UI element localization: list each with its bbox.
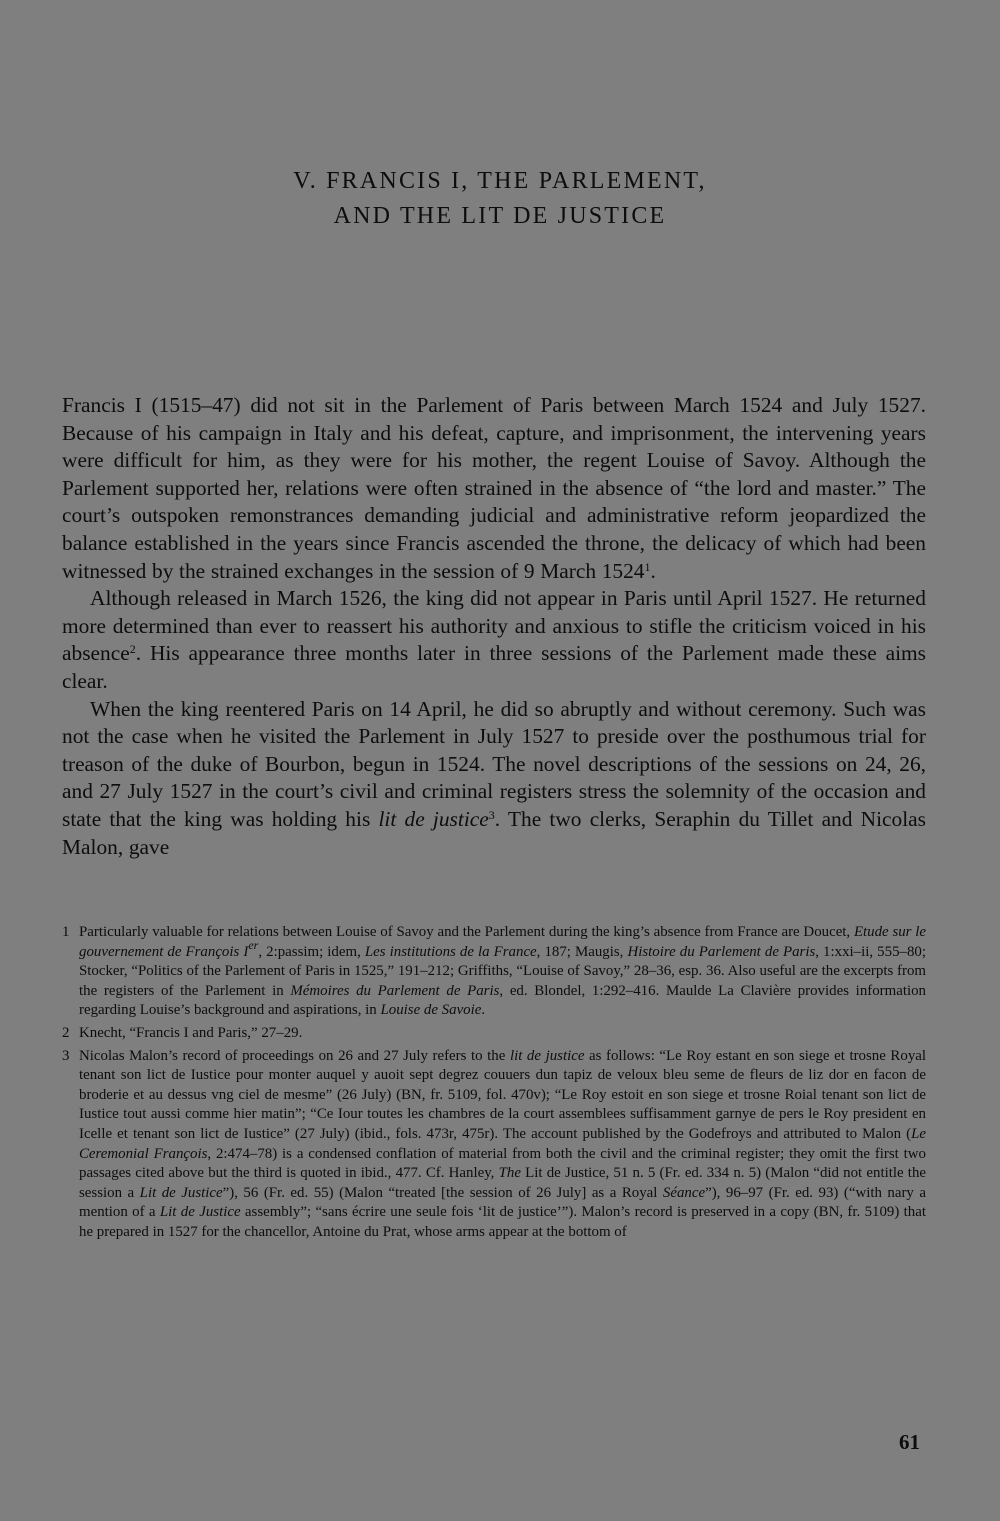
note-reference: 2 [129, 642, 136, 657]
footnote-italic-text: Les institutions de la France [364, 943, 537, 960]
footnote-italic-text: Séance [662, 1184, 706, 1201]
body-text [62, 392, 926, 861]
footnote-number: 1 [62, 924, 70, 940]
footnote-italic-text: Histoire du Parlement de Paris [627, 943, 816, 960]
chapter-title [0, 164, 1000, 234]
footnote-text: , 187; Maugis, [536, 943, 628, 960]
footnote-text: , ed. Blondel, 1:292–416. Maulde La Clavière provides information regarding Louise’s background and aspirations, in [79, 982, 926, 1019]
paragraph-text: Francis I (1515–47) did not sit in the Parlement of Paris between March 1524 and July 1527. Because of his campaign in Italy and his defeat, capture, and imprisonment, the intervening years were difficult for him, as they were for his mother, the regent Louise of Savoy. Although the Parlement supported her, relations were often strained in the absence of “the lord and master.” The court’s outspoken remonstrances demanding judicial and administrative reform jeopardized the balance established in the years since Francis ascended the throne, the delicacy of which had been witnessed by the strained exchanges in the session of 9 March 1524 [62, 393, 926, 583]
footnote [62, 923, 926, 1021]
footnote-text: , 2:passim; idem, [258, 943, 365, 960]
paragraph [62, 392, 926, 585]
footnote-text: ”), 56 (Fr. ed. 55) (Malon “treated [the session of 26 July] as a Royal [222, 1184, 663, 1201]
footnote-text: , 2:474–78) is a condensed conflation of material from both the civil and the criminal register; they omit the first two passages cited above but the third is quoted in ibid., 477. Cf. Hanley, [79, 1145, 926, 1182]
footnote-italic-text: er [248, 937, 259, 952]
footnote-italic-text: The [498, 1165, 521, 1182]
footnote-text: ”), 96–97 (Fr. ed. 93) (“with nary a mention of a [79, 1184, 926, 1221]
note-reference: 3 [488, 807, 495, 822]
footnote-number: 3 [62, 1047, 70, 1064]
footnote-text: assembly”; “sans écrire une seule fois ‘lit de justice’”). Malon’s record is preserved in a copy (BN, fr. 5109) that he prepared in 1527 for the chancellor, Antoine du Prat, whose arms appear at the bottom of [79, 1204, 926, 1240]
footnote-text: as follows: “Le Roy estant en son siege et trosne Royal tenant son lict de Iustice pour monter auquel y auoit sept degrez couuers dun tapiz de veloux bleu seme de fleurs de liz dor en facon de broderie et au dessus vng ciel de mesme” (26 July) (BN, fr. 5109, fol. 470v); “Le Roy estoit en son siege et trosne Roial tenant son lict de Iustice tout aussi comme hier matin”; “Ce Iour toutes les chambres de la court assemblees suffisamment garnye de pers le Roy president en Icelle et tenant son lict de Iustice” (27 July) (ibid., fols. 473r, 475r). The account published by the Godefroys and attributed to Malon ( [79, 1047, 927, 1142]
footnote-italic-text: Le Ceremonial François [79, 1125, 926, 1162]
page-number: 61 [899, 1430, 920, 1454]
footnote [62, 1047, 926, 1243]
paragraph-text: . [650, 558, 656, 583]
chapter-title-line-1: V. FRANCIS I, THE PARLEMENT, [293, 168, 707, 194]
footnote-text: . [481, 1002, 486, 1019]
chapter-title-line-2: AND THE LIT DE JUSTICE [333, 203, 667, 229]
footnote-text: Knecht, “Francis I and Paris,” 27–29. [79, 1024, 303, 1041]
paragraph-text: When the king reentered Paris on 14 April, he did so abruptly and without ceremony. Such was not the case when he visited the Parlement in July 1527 to preside over the posthumous trial for treason of the duke of Bourbon, begun in 1524. The novel descriptions of the sessions on 24, 26, and 27 July 1527 in the court’s civil and criminal registers stress the solemnity of the occasion and state that the king was holding his [62, 696, 926, 831]
footnote-text: Nicolas Malon’s record of proceedings on 26 and 27 July refers to the [79, 1047, 510, 1064]
footnote-italic-text: lit de justice [509, 1047, 585, 1064]
footnote-italic-text: Etude sur le gouvernement de François I [79, 924, 926, 960]
footnote-number: 2 [62, 1024, 70, 1041]
paragraph [62, 585, 926, 695]
footnote-italic-text: Lit de Justice [139, 1184, 223, 1201]
paragraph-text: . His appearance three months later in three sessions of the Parlement made these aims clear. [62, 641, 926, 693]
footnotes [62, 923, 926, 1246]
note-reference: 1 [644, 559, 651, 574]
footnote-text: Particularly valuable for relations between Louise of Savoy and the Parlement during the king’s absence from France are Doucet, [79, 924, 854, 940]
paragraph-text: . The two clerks, Seraphin du Tillet and Nicolas Malon, gave [62, 806, 926, 859]
footnote-text: , 1:xxi–ii, 555–80; Stocker, “Politics of the Parlement of Paris in 1525,” 191–212; Griffiths, “Louise of Savoy,” 28–36, esp. 36. Also useful are the excerpts from the registers of the Parlement in [79, 943, 926, 999]
footnote [62, 1024, 926, 1044]
footnote-italic-text: Louise de Savoie [380, 1002, 482, 1019]
paragraph [62, 696, 926, 862]
paragraph-text: Although released in March 1526, the king did not appear in Paris until April 1527. He returned more determined than ever to reassert his authority and anxious to stifle the criticism voiced in his absence [62, 586, 926, 666]
footnote-text: Lit de Justice, 51 n. 5 (Fr. ed. 334 n. 5) (Malon “did not entitle the session a [79, 1165, 926, 1201]
footnote-italic-text: Lit de Justice [159, 1204, 241, 1221]
italic-term: lit de justice [378, 806, 489, 831]
footnote-italic-text: Mémoires du Parlement de Paris [290, 982, 500, 999]
